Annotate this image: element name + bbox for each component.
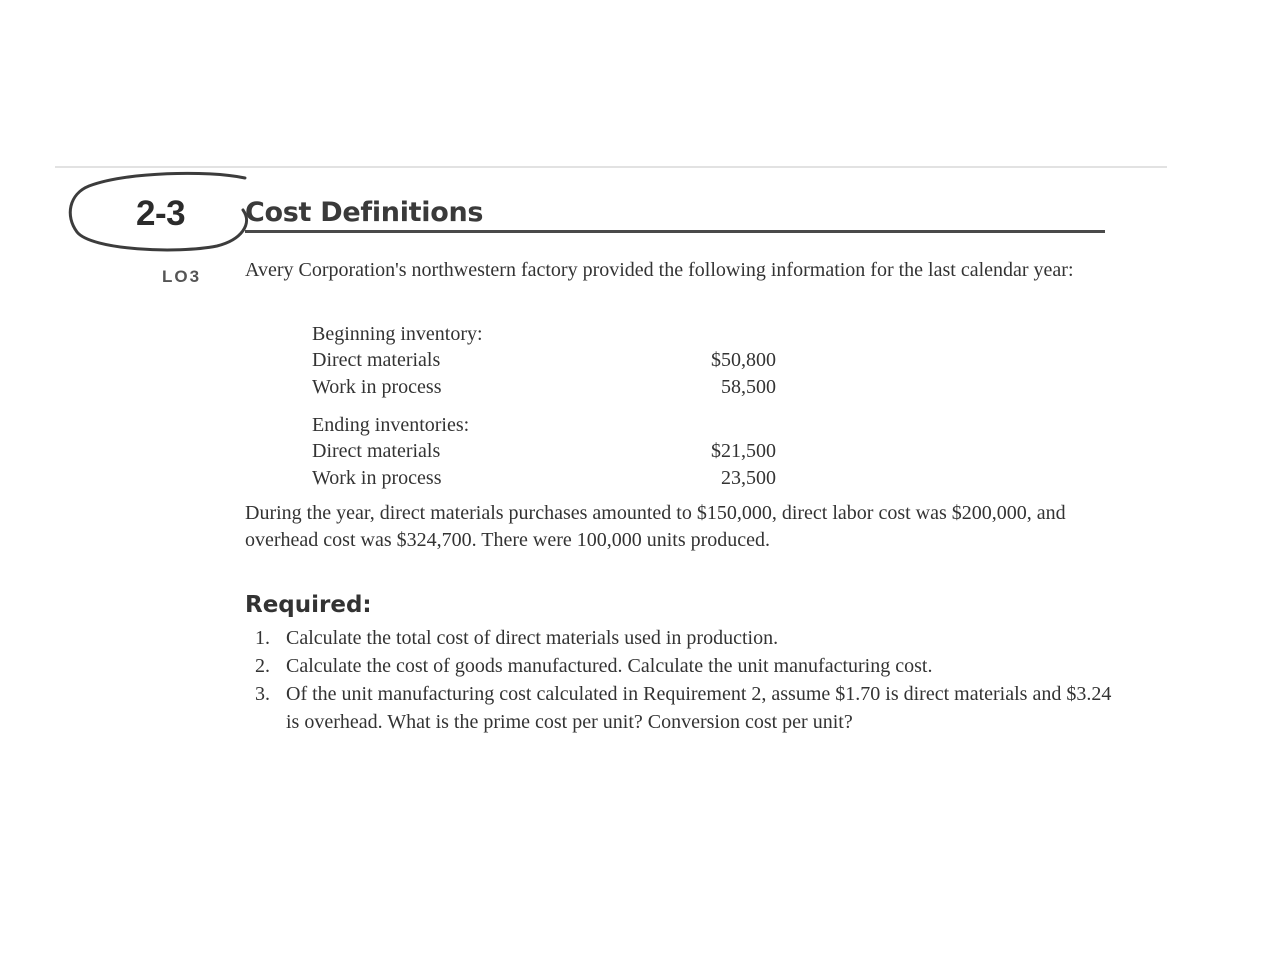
requirement-text: Calculate the cost of goods manufactured. Calculate the unit manufacturing cost. <box>286 655 933 677</box>
required-heading: Required: <box>245 592 372 618</box>
requirement-text: Of the unit manufacturing cost calculated in Requirement 2, assume $1.70 is direct materials and $3.24 is overhead. What is the prime cost per unit? Conversion cost per unit? <box>286 683 1112 733</box>
ending-direct-materials-value: $21,500 <box>711 440 776 462</box>
ending-work-in-process-label: Work in process <box>312 467 442 489</box>
beginning-direct-materials-label: Direct materials <box>312 349 441 371</box>
problem-number: 2-3 <box>136 194 186 233</box>
requirement-item <box>255 652 1115 680</box>
requirement-number: 2. <box>255 655 270 677</box>
beginning-inventory-heading: Beginning inventory: <box>312 323 483 345</box>
ending-work-in-process-value: 23,500 <box>721 467 776 489</box>
ending-direct-materials-label: Direct materials <box>312 440 441 462</box>
intro-paragraph: Avery Corporation's northwestern factory provided the following information for the last calendar year: <box>245 259 1074 281</box>
title-underline <box>245 230 1105 233</box>
page-top-rule <box>55 166 1167 168</box>
problem-title: Cost Definitions <box>245 197 484 228</box>
requirement-text: Calculate the total cost of direct materials used in production. <box>286 627 779 649</box>
beginning-direct-materials-value: $50,800 <box>711 349 776 371</box>
requirement-number: 1. <box>255 627 270 649</box>
requirements-list <box>255 624 1115 736</box>
requirement-number: 3. <box>255 683 270 705</box>
beginning-work-in-process-value: 58,500 <box>721 376 776 398</box>
learning-objective-label: LO3 <box>162 267 202 286</box>
beginning-work-in-process-label: Work in process <box>312 376 442 398</box>
narrative-paragraph: During the year, direct materials purchases amounted to $150,000, direct labor cost was $200,000, and overhead cost was $324,700. There were 100,000 units produced. <box>245 502 1066 551</box>
ending-inventories-heading: Ending inventories: <box>312 414 470 436</box>
requirement-item <box>255 680 1115 736</box>
requirement-item <box>255 624 1115 652</box>
